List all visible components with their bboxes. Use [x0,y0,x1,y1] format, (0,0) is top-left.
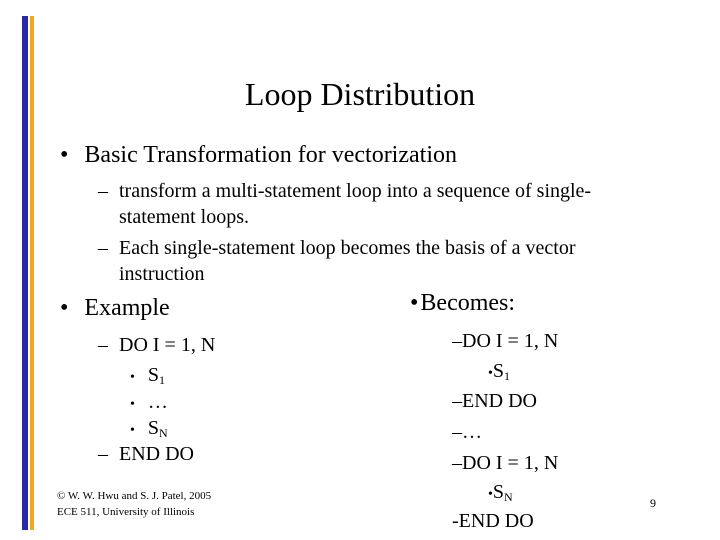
statement-s: S [492,481,505,503]
bullet-dot: • [60,142,69,168]
dash-marker: – [98,180,108,202]
footer-copyright: © W. W. Hwu and S. J. Patel, 2005 [57,490,212,502]
end-do-text: END DO [119,443,194,465]
page-number: 9 [650,496,656,510]
small-bullet-dot: • [130,370,135,385]
becomes-line-4: –… [452,421,482,443]
sub-bullet-2-line2: instruction [119,263,205,285]
dash-marker: – [98,443,108,465]
small-bullet-dot: • [488,366,493,381]
becomes-line-1: –DO I = 1, N [452,330,559,352]
becomes-heading-text: Becomes: [420,290,516,316]
becomes-line-5: –DO I = 1, N [452,452,559,474]
statement-subscript: 1 [504,369,511,383]
statement-subscript: N [159,426,168,440]
becomes-line-3: –END DO [452,390,537,412]
sub-bullet-2 [98,235,576,261]
example-ellipsis [130,389,168,418]
footer-course: ECE 511, University of Illinois [57,506,195,518]
slide-title: Loop Distribution [244,76,476,112]
bullet-dot: • [60,295,69,321]
bullet-1 [60,142,457,169]
small-bullet-dot: • [130,423,135,438]
bullet-1-text: Basic Transformation for vectorization [84,142,457,168]
statement-subscript: 1 [159,373,166,387]
sub-bullet-1-line1: transform a multi-statement loop into a sequence of single- [119,180,592,202]
becomes-heading [410,290,515,317]
bullet-dot: • [410,290,419,316]
becomes-sn [488,479,513,510]
statement-s: S [492,360,505,382]
small-bullet-dot: • [130,397,135,412]
bullet-2 [60,295,170,322]
statement-s: S [147,417,160,439]
sub-bullet-1 [98,178,591,204]
example-do-line [98,332,215,358]
dash-marker: – [98,334,108,356]
sub-bullet-2-line1: Each single-statement loop becomes the basis of a vector [119,237,576,259]
dash-marker: – [98,237,108,259]
example-end-do [98,441,194,467]
small-bullet-dot: • [488,487,493,502]
becomes-line-7: -END DO [452,510,534,532]
statement-s: S [147,364,160,386]
example-do-text: DO I = 1, N [119,334,216,356]
bullet-2-text: Example [84,295,170,321]
ellipsis-text: … [147,391,168,413]
sub-bullet-1-line2: statement loops. [119,206,249,228]
statement-subscript: N [504,490,513,504]
becomes-s1 [488,358,510,389]
